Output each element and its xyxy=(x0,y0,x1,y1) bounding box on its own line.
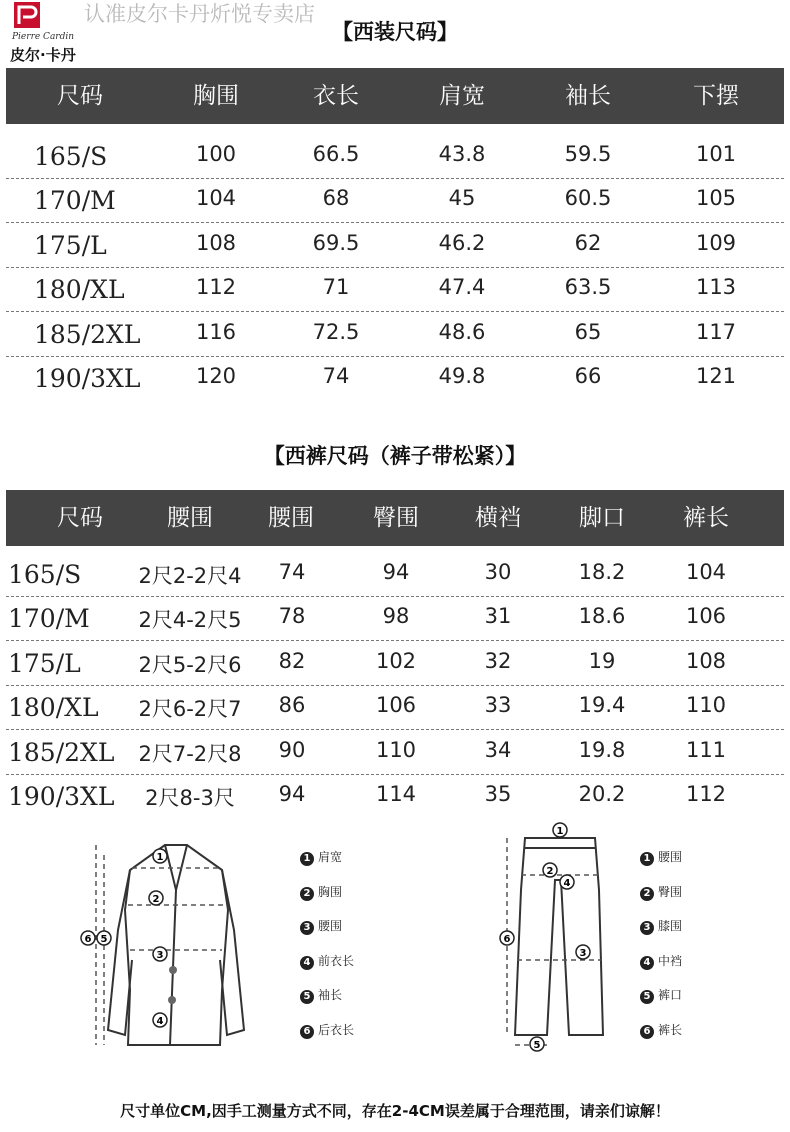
suit-cell-shoulder: 45 xyxy=(448,186,476,211)
suit-cell-size: 190/3XL xyxy=(34,364,141,393)
pants-diagram xyxy=(495,820,625,1060)
suit-cell-hem: 105 xyxy=(695,186,737,211)
pants-cell-hip: 106 xyxy=(375,693,417,718)
suit-size-title: 【西装尺码】 xyxy=(332,20,458,44)
svg-text:1: 1 xyxy=(156,852,164,863)
number-marker-icon: 3 xyxy=(300,921,314,935)
legend-label: 肩宽 xyxy=(318,850,343,864)
pants-cell-length: 112 xyxy=(685,782,727,806)
brand-logo-cn: 皮尔·卡丹 xyxy=(10,46,76,64)
row-divider xyxy=(6,640,784,641)
pants-cell-crotch: 30 xyxy=(484,560,512,584)
pants-header-crotch: 横裆 xyxy=(475,505,521,531)
pants-table-row xyxy=(6,643,784,687)
diagram-marker-icon xyxy=(153,947,167,961)
suit-cell-size: 165/S xyxy=(34,142,108,171)
pants-cell-hip: 98 xyxy=(382,604,410,629)
pants-cell-waist-chi: 2尺2-2尺4 xyxy=(138,564,242,588)
pants-cell-crotch: 32 xyxy=(484,648,512,673)
pants-legend-item xyxy=(640,1021,682,1056)
pants-cell-cuff: 20.2 xyxy=(578,782,626,806)
pants-cell-size: 180/XL xyxy=(8,693,99,723)
suit-header-hem: 下摆 xyxy=(693,83,739,109)
pants-cell-waist-cm: 82 xyxy=(278,648,306,673)
pants-cell-size: 175/L xyxy=(8,648,81,678)
row-divider xyxy=(6,596,784,597)
diagram-marker-icon xyxy=(560,875,574,889)
suit-cell-sleeve: 63.5 xyxy=(564,275,612,300)
pants-cell-hip: 114 xyxy=(375,782,417,806)
row-divider xyxy=(6,729,784,730)
jacket-diagram xyxy=(70,830,280,1070)
pants-table-row xyxy=(6,554,784,598)
suit-cell-hem: 117 xyxy=(695,319,737,344)
suit-cell-sleeve: 62 xyxy=(574,230,602,255)
pants-cell-crotch: 31 xyxy=(484,604,512,629)
legend-label: 裤长 xyxy=(658,1022,683,1037)
number-marker-icon: 6 xyxy=(640,1025,654,1039)
suit-cell-hem: 101 xyxy=(695,142,737,166)
legend-label: 袖长 xyxy=(318,988,343,1003)
suit-cell-hem: 121 xyxy=(695,364,737,388)
legend-label: 腰围 xyxy=(318,919,343,934)
jacket-legend-item xyxy=(300,1021,354,1056)
suit-cell-size: 170/M xyxy=(34,186,116,216)
pants-legend-item xyxy=(640,952,682,987)
pants-cell-size: 165/S xyxy=(8,560,82,589)
pants-table-row xyxy=(6,776,784,820)
suit-cell-size: 185/2XL xyxy=(34,319,141,349)
diagram-marker-icon xyxy=(543,863,557,877)
svg-text:6: 6 xyxy=(84,934,92,945)
row-divider xyxy=(6,774,784,775)
svg-text:2: 2 xyxy=(152,894,160,905)
legend-label: 裤口 xyxy=(658,988,683,1003)
jacket-legend-item xyxy=(300,848,354,883)
suit-cell-hem: 113 xyxy=(695,275,737,300)
suit-header-size: 尺码 xyxy=(57,83,103,109)
pants-table-row xyxy=(6,732,784,776)
diagram-marker-icon xyxy=(530,1037,544,1051)
svg-text:4: 4 xyxy=(563,878,571,889)
suit-cell-chest: 104 xyxy=(195,186,237,211)
suit-header-shoulder: 肩宽 xyxy=(439,83,485,109)
pants-table-row xyxy=(6,598,784,642)
pants-cell-length: 108 xyxy=(685,648,727,673)
number-marker-icon: 1 xyxy=(300,852,314,866)
pants-legend-item xyxy=(640,917,682,952)
number-marker-icon: 3 xyxy=(640,921,654,935)
pants-cell-crotch: 33 xyxy=(484,693,512,718)
jacket-legend xyxy=(300,848,354,1056)
pants-cell-length: 106 xyxy=(685,604,727,629)
pants-cell-waist-cm: 90 xyxy=(278,737,306,762)
pants-cell-cuff: 19.4 xyxy=(578,693,626,718)
suit-table-row xyxy=(6,314,784,358)
suit-cell-shoulder: 43.8 xyxy=(438,142,486,166)
svg-text:5: 5 xyxy=(100,934,108,945)
pants-cell-waist-chi: 2尺4-2尺5 xyxy=(138,608,242,633)
pants-cell-waist-cm: 86 xyxy=(278,693,306,718)
number-marker-icon: 4 xyxy=(300,956,314,970)
pants-outline xyxy=(515,838,603,1035)
pants-cell-hip: 94 xyxy=(382,560,410,584)
diagram-marker-icon xyxy=(153,1013,167,1027)
pants-cell-waist-cm: 78 xyxy=(278,604,306,629)
svg-text:5: 5 xyxy=(533,1040,541,1051)
suit-cell-hem: 109 xyxy=(695,230,737,255)
diagram-marker-icon xyxy=(500,931,514,945)
pants-legend-item xyxy=(640,848,682,883)
suit-cell-length: 72.5 xyxy=(312,319,360,344)
jacket-legend-item xyxy=(300,986,354,1021)
suit-cell-size: 175/L xyxy=(34,230,107,260)
svg-text:4: 4 xyxy=(156,1016,164,1027)
suit-cell-sleeve: 60.5 xyxy=(564,186,612,211)
pants-cell-size: 185/2XL xyxy=(8,737,115,767)
suit-cell-size: 180/XL xyxy=(34,275,125,305)
diagram-marker-icon xyxy=(553,823,567,837)
pants-cell-cuff: 18.2 xyxy=(578,560,626,584)
row-divider xyxy=(6,311,784,312)
pants-cell-cuff: 18.6 xyxy=(578,604,626,629)
pants-cell-size: 170/M xyxy=(8,604,90,634)
pants-cell-waist-chi: 2尺8-3尺 xyxy=(145,786,235,810)
pants-cell-waist-cm: 74 xyxy=(278,560,306,584)
row-divider xyxy=(6,685,784,686)
pants-cell-waist-chi: 2尺5-2尺6 xyxy=(138,652,242,677)
pants-cell-crotch: 35 xyxy=(484,782,512,806)
legend-label: 臀围 xyxy=(658,884,683,899)
suit-cell-length: 68 xyxy=(322,186,350,211)
suit-table-row xyxy=(6,358,784,402)
jacket-legend-item xyxy=(300,917,354,952)
pants-table-row xyxy=(6,687,784,731)
diagram-marker-icon xyxy=(81,931,95,945)
suit-table-header xyxy=(6,68,784,124)
suit-header-length: 衣长 xyxy=(313,83,359,109)
suit-cell-chest: 112 xyxy=(195,275,237,300)
suit-cell-shoulder: 46.2 xyxy=(438,230,486,255)
pants-table-header xyxy=(6,490,784,546)
suit-cell-chest: 116 xyxy=(195,319,237,344)
store-watermark: 认准皮尔卡丹炘悦专卖店 xyxy=(84,2,315,26)
legend-label: 中裆 xyxy=(658,953,683,968)
legend-label: 前衣长 xyxy=(318,953,355,968)
pants-cell-length: 104 xyxy=(685,560,727,584)
suit-cell-shoulder: 49.8 xyxy=(438,364,486,388)
legend-label: 后衣长 xyxy=(318,1022,355,1037)
pants-cell-cuff: 19.8 xyxy=(578,737,626,762)
pants-size-title: 【西裤尺码（裤子带松紧）】 xyxy=(263,444,527,468)
diagram-marker-icon xyxy=(149,891,163,905)
suit-cell-sleeve: 66 xyxy=(574,364,602,388)
row-divider xyxy=(6,267,784,268)
pants-cell-hip: 102 xyxy=(375,648,417,673)
pants-header-cuff: 脚口 xyxy=(579,505,625,531)
number-marker-icon: 6 xyxy=(300,1025,314,1039)
measurement-note: 尺寸单位CM,因手工测量方式不同，存在2-4CM误差属于合理范围，请亲们谅解！ xyxy=(120,1102,670,1120)
jacket-legend-item xyxy=(300,883,354,918)
pants-legend-item xyxy=(640,883,682,918)
row-divider xyxy=(6,356,784,357)
pants-cell-cuff: 19 xyxy=(588,648,616,673)
suit-table-row xyxy=(6,180,784,224)
suit-cell-length: 69.5 xyxy=(312,230,360,255)
number-marker-icon: 2 xyxy=(640,887,654,901)
legend-label: 膝围 xyxy=(658,919,683,934)
svg-text:1: 1 xyxy=(556,826,564,837)
number-marker-icon: 2 xyxy=(300,887,314,901)
suit-header-chest: 胸围 xyxy=(193,83,239,109)
diagram-marker-icon xyxy=(97,931,111,945)
svg-text:3: 3 xyxy=(156,950,164,961)
suit-cell-chest: 120 xyxy=(195,364,237,388)
pants-header-length: 裤长 xyxy=(683,505,729,531)
suit-table-row xyxy=(6,269,784,313)
svg-text:3: 3 xyxy=(579,948,587,959)
suit-cell-shoulder: 47.4 xyxy=(438,275,486,300)
legend-label: 胸围 xyxy=(318,884,343,899)
pants-cell-length: 110 xyxy=(685,693,727,718)
pants-cell-crotch: 34 xyxy=(484,737,512,762)
row-divider xyxy=(6,178,784,179)
jacket-legend-item xyxy=(300,952,354,987)
diagram-marker-icon xyxy=(576,945,590,959)
pants-cell-waist-chi: 2尺7-2尺8 xyxy=(138,741,242,766)
suit-cell-chest: 108 xyxy=(195,230,237,255)
suit-header-sleeve: 袖长 xyxy=(565,83,611,109)
brand-logo-script: Pierre Cardin xyxy=(12,32,75,42)
suit-cell-chest: 100 xyxy=(195,142,237,166)
diagram-marker-icon xyxy=(153,849,167,863)
pants-cell-waist-cm: 94 xyxy=(278,782,306,806)
number-marker-icon: 1 xyxy=(640,852,654,866)
pants-legend-item xyxy=(640,986,682,1021)
legend-label: 腰围 xyxy=(658,850,683,864)
pants-cell-size: 190/3XL xyxy=(8,782,115,811)
suit-cell-shoulder: 48.6 xyxy=(438,319,486,344)
suit-cell-length: 74 xyxy=(322,364,350,388)
jacket-outline xyxy=(108,845,244,1045)
suit-table-row xyxy=(6,225,784,269)
pants-header-waist-cm: 腰围 xyxy=(268,505,314,531)
suit-cell-sleeve: 65 xyxy=(574,319,602,344)
svg-text:2: 2 xyxy=(546,866,554,877)
pants-cell-hip: 110 xyxy=(375,737,417,762)
pants-cell-waist-chi: 2尺6-2尺7 xyxy=(138,697,242,722)
svg-text:6: 6 xyxy=(503,934,511,945)
suit-cell-sleeve: 59.5 xyxy=(564,142,612,166)
pants-legend xyxy=(640,848,682,1056)
pants-header-hip: 臀围 xyxy=(373,505,419,531)
suit-cell-length: 66.5 xyxy=(312,142,360,166)
pants-cell-length: 111 xyxy=(685,737,727,762)
pants-header-size: 尺码 xyxy=(57,505,103,531)
number-marker-icon: 5 xyxy=(300,990,314,1004)
suit-table-row xyxy=(6,136,784,180)
number-marker-icon: 4 xyxy=(640,956,654,970)
pants-header-waist-chi: 腰围 xyxy=(167,505,213,531)
suit-cell-length: 71 xyxy=(322,275,350,300)
row-divider xyxy=(6,222,784,223)
number-marker-icon: 5 xyxy=(640,990,654,1004)
